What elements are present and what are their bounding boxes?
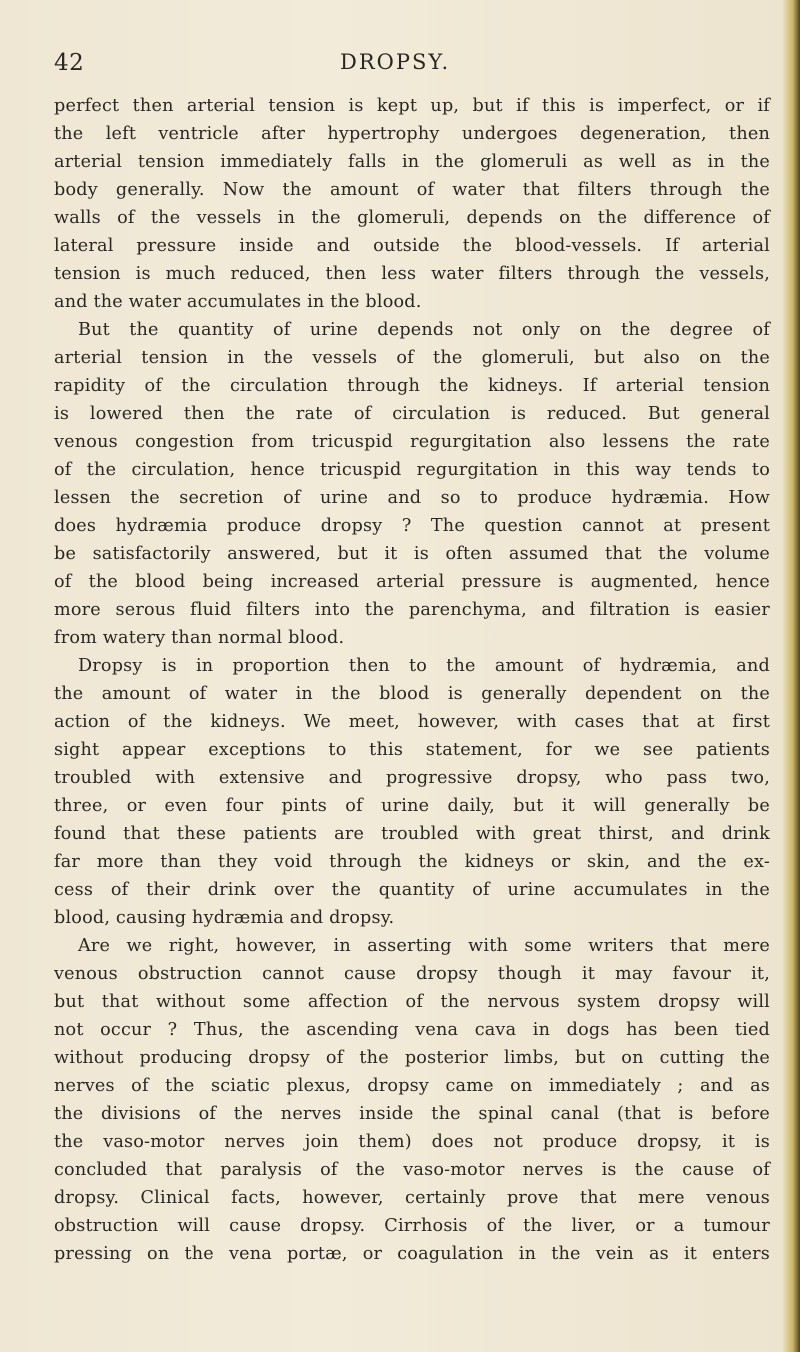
text-line: blood, causing hydræmia and dropsy. <box>54 908 395 928</box>
text-line: venous congestion from tricuspid regurgitation also lessens the rate <box>54 432 770 452</box>
page-edge-shadow <box>782 0 800 1352</box>
text-line: is lowered then the rate of circulation is reduced. But general <box>54 404 770 424</box>
text-line: action of the kidneys. We meet, however, with cases that at first <box>54 712 770 732</box>
text-line: troubled with extensive and progressive dropsy, who pass two, <box>54 768 770 788</box>
paragraph <box>54 652 770 932</box>
text-line: and the water accumulates in the blood. <box>54 292 422 312</box>
text-line: the amount of water in the blood is generally dependent on the <box>54 684 770 704</box>
text-line: found that these patients are troubled with great thirst, and drink <box>54 824 770 844</box>
text-line: concluded that paralysis of the vaso-motor nerves is the cause of <box>54 1160 770 1180</box>
text-line: sight appear exceptions to this statement, for we see patients <box>54 740 770 760</box>
text-line: venous obstruction cannot cause dropsy though it may favour it, <box>54 964 770 984</box>
text-line: But the quantity of urine depends not only on the degree of <box>78 320 770 340</box>
text-line: the divisions of the nerves inside the spinal canal (that is before <box>54 1104 770 1124</box>
paragraph <box>54 316 770 652</box>
text-line: does hydræmia produce dropsy ? The question cannot at present <box>54 516 770 536</box>
text-line: without producing dropsy of the posterior limbs, but on cutting the <box>54 1048 770 1068</box>
text-line: three, or even four pints of urine daily, but it will generally be <box>54 796 770 816</box>
text-line: arterial tension in the vessels of the glomeruli, but also on the <box>54 348 770 368</box>
text-line: rapidity of the circulation through the kidneys. If arterial tension <box>54 376 770 396</box>
running-title: DROPSY. <box>340 50 451 74</box>
text-line: of the circulation, hence tricuspid regurgitation in this way tends to <box>54 460 770 480</box>
text-line: of the blood being increased arterial pressure is augmented, hence <box>54 572 770 592</box>
text-line: body generally. Now the amount of water that filters through the <box>54 180 770 200</box>
text-line: tension is much reduced, then less water filters through the vessels, <box>54 264 770 284</box>
text-line: obstruction will cause dropsy. Cirrhosis of the liver, or a tumour <box>54 1216 770 1236</box>
text-line: but that without some affection of the nervous system dropsy will <box>54 992 770 1012</box>
text-line: dropsy. Clinical facts, however, certainly prove that mere venous <box>54 1188 770 1208</box>
text-line: nerves of the sciatic plexus, dropsy came on immediately ; and as <box>54 1076 770 1096</box>
text-line: the vaso-motor nerves join them) does not produce dropsy, it is <box>54 1132 770 1152</box>
text-line: arterial tension immediately falls in the glomeruli as well as in the <box>54 152 770 172</box>
page-header <box>50 50 750 90</box>
page-number: 42 <box>54 50 85 76</box>
text-line: walls of the vessels in the glomeruli, depends on the difference of <box>54 208 770 228</box>
text-line: not occur ? Thus, the ascending vena cava in dogs has been tied <box>54 1020 770 1040</box>
paragraph <box>54 92 770 316</box>
text-line: perfect then arterial tension is kept up, but if this is imperfect, or if <box>54 96 770 116</box>
text-line: lateral pressure inside and outside the blood-vessels. If arterial <box>54 236 770 256</box>
text-line: lessen the secretion of urine and so to produce hydræmia. How <box>54 488 770 508</box>
text-line: from watery than normal blood. <box>54 628 345 648</box>
text-line: Dropsy is in proportion then to the amount of hydræmia, and <box>78 656 770 676</box>
text-line: pressing on the vena portæ, or coagulation in the vein as it enters <box>54 1244 770 1264</box>
text-line: the left ventricle after hypertrophy undergoes degeneration, then <box>54 124 770 144</box>
body-text <box>54 92 770 1268</box>
text-line: Are we right, however, in asserting with some writers that mere <box>78 936 770 956</box>
text-line: be satisfactorily answered, but it is often assumed that the volume <box>54 544 770 564</box>
paragraph <box>54 932 770 1268</box>
text-line: more serous fluid filters into the parenchyma, and filtration is easier <box>54 600 770 620</box>
text-line: far more than they void through the kidneys or skin, and the ex- <box>54 852 770 872</box>
text-line: cess of their drink over the quantity of urine accumulates in the <box>54 880 770 900</box>
